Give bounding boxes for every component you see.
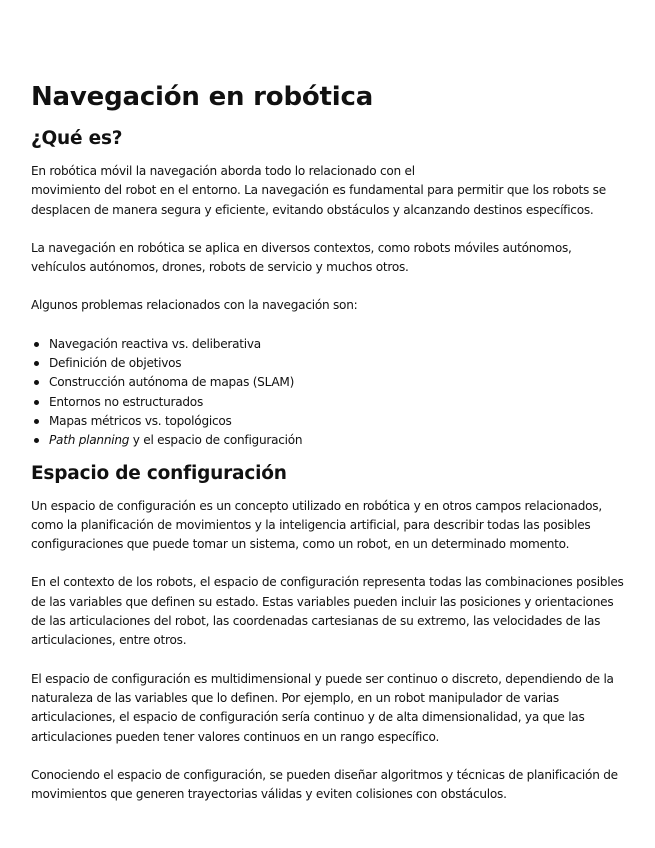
- page-title: Navegación en robótica: [31, 82, 374, 112]
- paragraph-config-definition: Un espacio de configuración es un concepto utilizado en robótica y en otros campos relacionados, como la planificación de movimientos y la inteligencia artificial, para describir todas las posibles configuraciones que puede tomar un sistema, como un robot, en un determinado momento.: [31, 498, 602, 552]
- list-item-rest: y el espacio de configuración: [129, 433, 303, 448]
- paragraph-intro-line1: En robótica móvil la navegación aborda todo lo relacionado con el: [31, 164, 415, 178]
- list-item: Definición de objetivos: [49, 354, 625, 373]
- paragraph-intro-rest: movimiento del robot en el entorno. La navegación es fundamental para permitir que los robots se desplacen de manera segura y eficiente, evitando obstáculos y alcanzando destinos específicos.: [31, 183, 606, 217]
- list-item-emphasis: Path planning: [49, 433, 130, 448]
- section-heading-espacio: Espacio de configuración: [31, 462, 287, 484]
- list-item: Navegación reactiva vs. deliberativa: [49, 335, 625, 354]
- list-item: [49, 431, 625, 450]
- list-item: Mapas métricos vs. topológicos: [49, 412, 625, 431]
- paragraph-config-robots: En el contexto de los robots, el espacio de configuración representa todas las combinaciones posibles de las variables que definen su estado. Estas variables pueden incluir las posiciones y orientaciones de las articulaciones del robot, las coordenadas cartesianas de su extremo, las velocidades de las articulaciones, entre otros.: [31, 575, 624, 648]
- list-item: Entornos no estructurados: [49, 393, 625, 412]
- list-item: Construcción autónoma de mapas (SLAM): [49, 373, 625, 392]
- paragraph-applications: La navegación en robótica se aplica en diversos contextos, como robots móviles autónomos, vehículos autónomos, drones, robots de servicio y muchos otros.: [31, 240, 572, 275]
- paragraph-problems-intro: Algunos problemas relacionados con la navegación son:: [31, 298, 358, 313]
- problems-list: [31, 335, 625, 451]
- paragraph-config-planning: Conociendo el espacio de configuración, se pueden diseñar algoritmos y técnicas de planificación de movimientos que generen trayectorias válidas y eviten colisiones con obstáculos.: [31, 767, 618, 802]
- paragraph-intro: [31, 162, 625, 220]
- paragraph-config-dimensions: El espacio de configuración es multidimensional y puede ser continuo o discreto, dependiendo de la naturaleza de las variables que lo definen. Por ejemplo, en un robot manipulador de varias articulaciones, el espacio de configuración sería continuo y de alta dimensionalidad, ya que las articulaciones pueden tener valores continuos en un rango específico.: [31, 671, 614, 744]
- section-heading-que-es: ¿Qué es?: [31, 128, 123, 149]
